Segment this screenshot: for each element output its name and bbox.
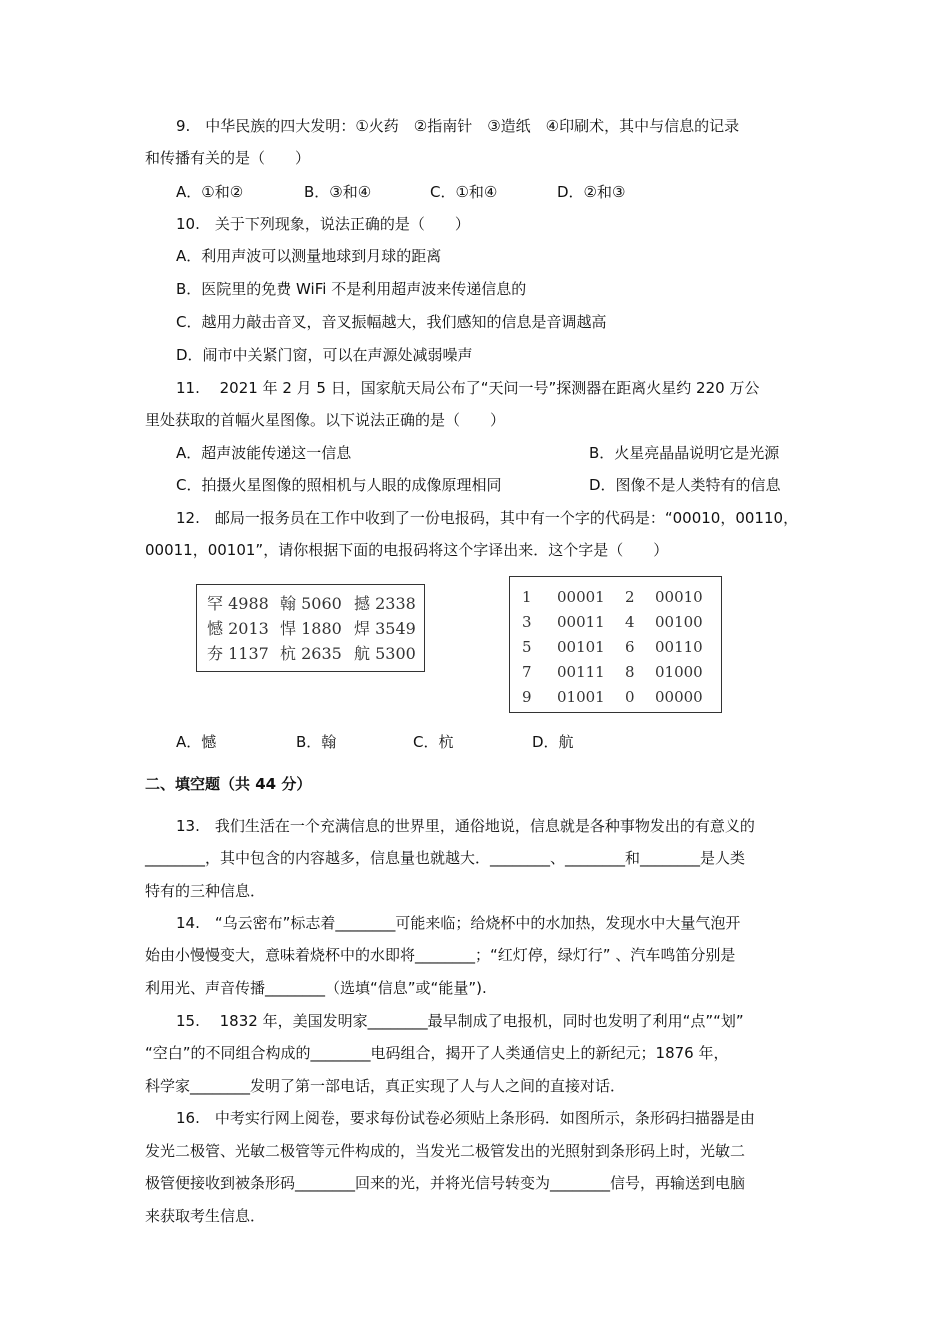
table-row: [522, 634, 703, 659]
binary-cell: 00100: [655, 612, 703, 631]
q14-line3: 利用光、声音传播________（选填“信息”或“能量”).: [145, 979, 487, 997]
q9-option-c: C．①和④: [430, 183, 498, 201]
q12-stem-line1: 12. 邮局一报务员在工作中收到了一份电报码，其中有一个字的代码是：“00010，00110，: [176, 509, 799, 527]
binary-cell: 00001: [557, 587, 605, 606]
char-code-cell: 罕 4988: [207, 594, 269, 613]
q10-stem: 10. 关于下列现象，说法正确的是（ ）: [176, 215, 470, 233]
binary-cell: 00011: [557, 612, 605, 631]
digit-cell: 9: [522, 687, 532, 706]
digit-binary-code-table: [509, 576, 722, 713]
q10-option-d: D．闹市中关紧门窗，可以在声源处减弱噪声: [176, 346, 473, 364]
q15-line3: 科学家________发明了第一部电话，真正实现了人与人之间的直接对话．: [145, 1077, 626, 1095]
binary-cell: 01000: [655, 662, 703, 681]
table-row: [207, 590, 416, 615]
table-row: [207, 640, 416, 665]
q11-option-b: B．火星亮晶晶说明它是光源: [589, 444, 780, 462]
binary-cell: 01001: [557, 687, 605, 706]
char-code-cell: 杭 2635: [280, 644, 342, 663]
q12-option-d: D．航: [532, 733, 574, 751]
section-heading-fill-in: 二、填空题（共 44 分）: [145, 775, 312, 793]
char-code-cell: 航 5300: [354, 644, 416, 663]
q11-stem-line2: 里处获取的首幅火星图像。以下说法正确的是（ ）: [145, 411, 506, 429]
digit-cell: 2: [625, 587, 635, 606]
q16-line3: 极管便接收到被条形码________回来的光，并将光信号转变为________信号，再输送到电脑: [145, 1174, 746, 1192]
q13-line3: 特有的三种信息．: [145, 882, 266, 900]
digit-cell: 0: [625, 687, 635, 706]
q10-option-b: B．医院里的免费 WiFi 不是利用超声波来传递信息的: [176, 280, 527, 298]
q11-option-d: D．图像不是人类特有的信息: [589, 476, 781, 494]
q11-option-a: A．超声波能传递这一信息: [176, 444, 352, 462]
char-code-cell: 焊 3549: [354, 619, 416, 638]
char-code-cell: 夯 1137: [207, 644, 269, 663]
q15-line1: 15. 1832 年，美国发明家________最早制成了电报机，同时也发明了利用“点”“划”: [176, 1012, 744, 1030]
character-code-table: [196, 584, 425, 672]
digit-cell: 7: [522, 662, 532, 681]
char-code-cell: 憾 2013: [207, 619, 269, 638]
digit-cell: 5: [522, 637, 532, 656]
q16-line1: 16. 中考实行网上阅卷，要求每份试卷必须贴上条形码．如图所示，条形码扫描器是由: [176, 1109, 755, 1127]
q15-line2: “空白”的不同组合构成的________电码组合，揭开了人类通信史上的新纪元；1876 年，: [145, 1044, 729, 1062]
char-code-cell: 撼 2338: [354, 594, 416, 613]
binary-cell: 00111: [557, 662, 605, 681]
table-row: [522, 684, 703, 709]
q11-stem-line1: 11. 2021 年 2 月 5 日，国家航天局公布了“天问一号”探测器在距离火星约 220 万公: [176, 379, 760, 397]
char-code-cell: 翰 5060: [280, 594, 342, 613]
table-row: [522, 584, 703, 609]
digit-cell: 1: [522, 587, 532, 606]
q12-option-b: B．翰: [296, 733, 337, 751]
q13-line1: 13. 我们生活在一个充满信息的世界里，通俗地说，信息就是各种事物发出的有意义的: [176, 817, 755, 835]
q12-option-a: A．憾: [176, 733, 217, 751]
q12-option-c: C．杭: [413, 733, 454, 751]
digit-cell: 6: [625, 637, 635, 656]
q10-option-a: A．利用声波可以测量地球到月球的距离: [176, 247, 442, 265]
digit-cell: 4: [625, 612, 635, 631]
q14-line2: 始由小慢慢变大，意味着烧杯中的水即将________；“红灯停，绿灯行” 、汽车鸣笛分别是: [145, 946, 736, 964]
char-code-cell: 悍 1880: [280, 619, 342, 638]
binary-cell: 00000: [655, 687, 703, 706]
q11-option-c: C．拍摄火星图像的照相机与人眼的成像原理相同: [176, 476, 502, 494]
q16-line4: 来获取考生信息．: [145, 1207, 266, 1225]
q9-stem-line1: 9. 中华民族的四大发明：①火药 ②指南针 ③造纸 ④印刷术，其中与信息的记录: [176, 117, 740, 135]
binary-cell: 00101: [557, 637, 605, 656]
table-row: [522, 609, 703, 634]
q9-option-b: B．③和④: [304, 183, 372, 201]
q9-option-d: D．②和③: [557, 183, 626, 201]
table-row: [207, 615, 416, 640]
q13-line2: ________，其中包含的内容越多，信息量也就越大．________、________和________是人类: [145, 849, 746, 867]
digit-cell: 8: [625, 662, 635, 681]
q12-stem-line2: 00011，00101”，请你根据下面的电报码将这个字译出来．这个字是（ ）: [145, 541, 669, 559]
digit-cell: 3: [522, 612, 532, 631]
binary-cell: 00010: [655, 587, 703, 606]
q9-stem-line2: 和传播有关的是（ ）: [145, 149, 311, 167]
q10-option-c: C．越用力敲击音叉，音叉振幅越大，我们感知的信息是音调越高: [176, 313, 607, 331]
binary-cell: 00110: [655, 637, 703, 656]
q9-option-a: A．①和②: [176, 183, 244, 201]
table-row: [522, 659, 703, 684]
q16-line2: 发光二极管、光敏二极管等元件构成的，当发光二极管发出的光照射到条形码上时，光敏二: [145, 1142, 746, 1160]
q14-line1: 14. “乌云密布”标志着________可能来临；给烧杯中的水加热，发现水中大量气泡开: [176, 914, 741, 932]
